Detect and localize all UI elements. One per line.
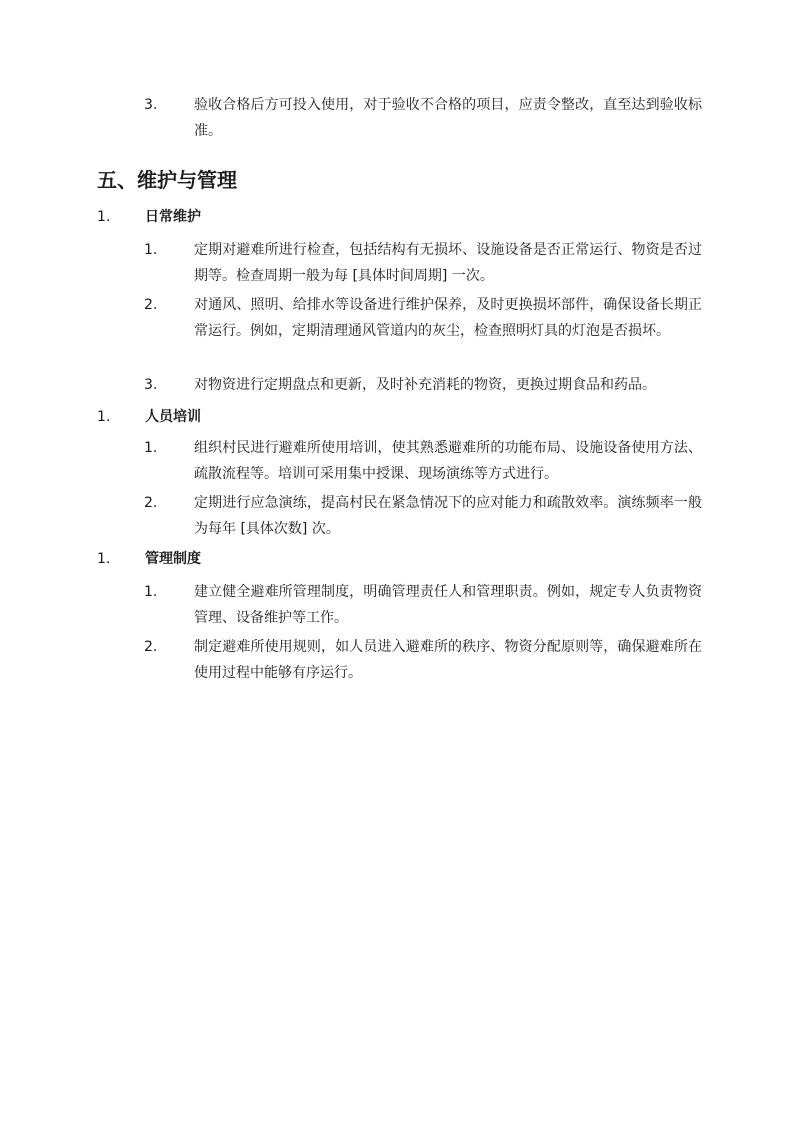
list-item-number: 2. <box>144 495 158 511</box>
section-heading: 五、维护与管理 <box>97 168 237 192</box>
list-item-number: 2. <box>144 297 158 313</box>
list-item <box>144 237 704 289</box>
list-item <box>144 634 704 686</box>
list-item-number: 3. <box>144 97 158 113</box>
list-item-number: 3. <box>144 377 158 393</box>
list-item-number: 1. <box>144 242 158 258</box>
subsection-number: 1. <box>97 409 111 425</box>
list-item <box>144 92 704 144</box>
list-item-text: 制定避难所使用规则，如人员进入避难所的秩序、物资分配原则等，确保避难所在使用过程中能够有序运行。 <box>194 639 702 681</box>
subsection-title: 人员培训 <box>145 409 201 425</box>
list-item-text: 定期对避难所进行检查，包括结构有无损坏、设施设备是否正常运行、物资是否过期等。检查周期一般为每 [具体时间周期] 一次。 <box>194 242 702 284</box>
subsection-title: 管理制度 <box>145 551 201 567</box>
list-item <box>144 435 704 487</box>
list-item <box>144 579 704 631</box>
list-item-text: 验收合格后方可投入使用，对于验收不合格的项目，应责令整改，直至达到验收标准。 <box>194 97 702 139</box>
list-item-text: 定期进行应急演练，提高村民在紧急情况下的应对能力和疏散效率。演练频率一般为每年 [具体次数] 次。 <box>194 495 702 537</box>
list-item <box>144 490 704 542</box>
list-item-number: 2. <box>144 639 158 655</box>
list-item <box>144 372 704 398</box>
subsection-title: 日常维护 <box>145 209 201 225</box>
list-item-number: 1. <box>144 584 158 600</box>
list-item-number: 1. <box>144 440 158 456</box>
list-item <box>144 292 704 344</box>
list-item-text: 对通风、照明、给排水等设备进行维护保养，及时更换损坏部件，确保设备长期正常运行。例如，定期清理通风管道内的灰尘，检查照明灯具的灯泡是否损坏。 <box>194 297 702 339</box>
subsection-number: 1. <box>97 209 111 225</box>
list-item-text: 对物资进行定期盘点和更新，及时补充消耗的物资，更换过期食品和药品。 <box>194 377 656 393</box>
subsection-number: 1. <box>97 551 111 567</box>
list-item-text: 建立健全避难所管理制度，明确管理责任人和管理职责。例如，规定专人负责物资管理、设备维护等工作。 <box>194 584 702 626</box>
list-item-text: 组织村民进行避难所使用培训，使其熟悉避难所的功能布局、设施设备使用方法、疏散流程等。培训可采用集中授课、现场演练等方式进行。 <box>194 440 702 482</box>
